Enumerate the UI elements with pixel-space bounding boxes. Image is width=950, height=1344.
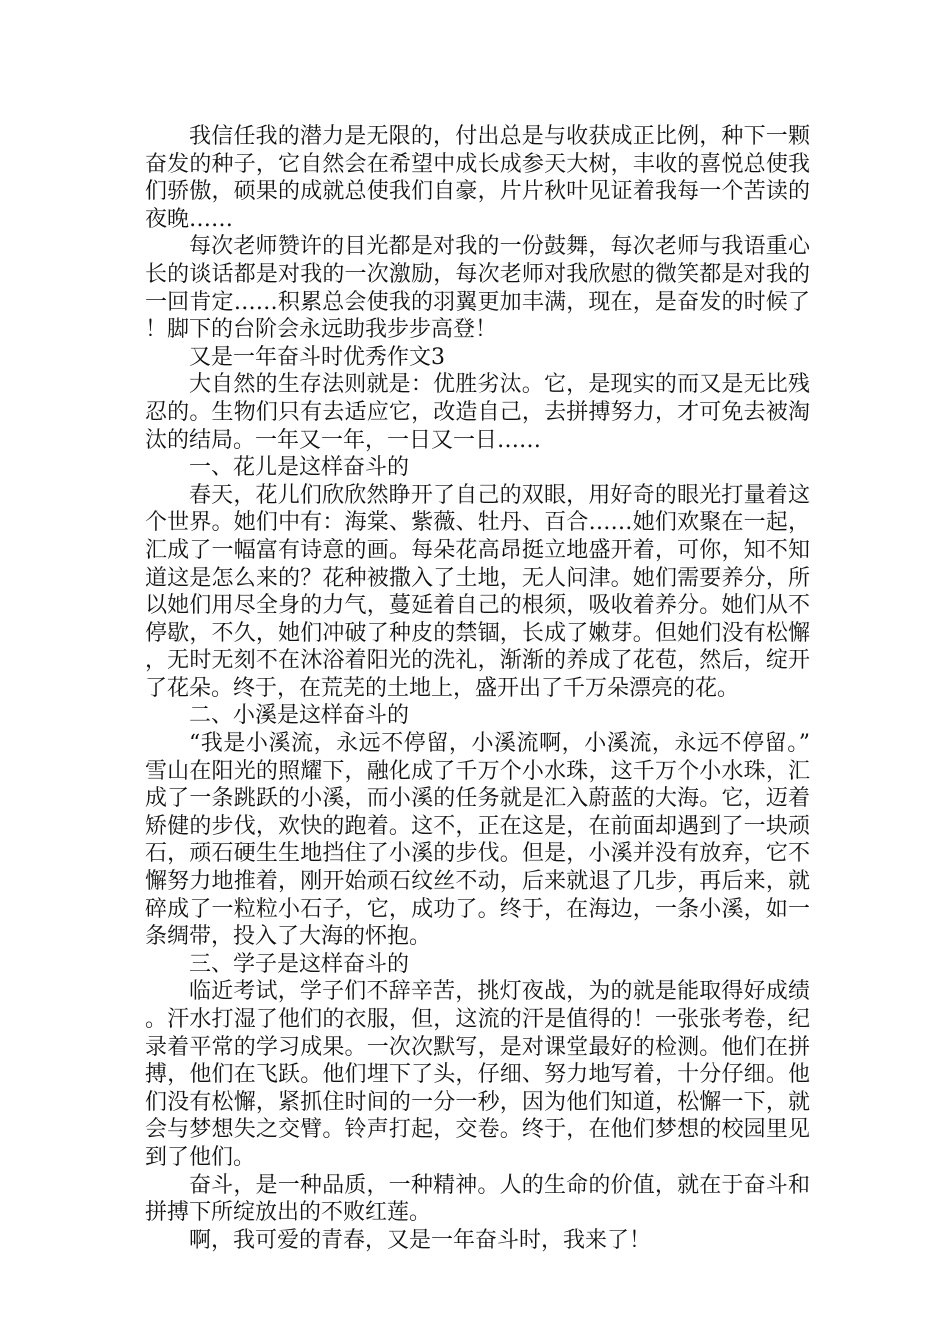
document-body <box>145 123 810 1254</box>
paragraph-nature-law: 大自然的生存法则就是：优胜劣汰。它，是现实的而又是无比残忍的。生物们只有去适应它，改造自己，去拼搏努力，才可免去被淘汰的结局。一年又一年，一日又一日…… <box>145 372 810 453</box>
paragraph-teacher: 每次老师赞许的目光都是对我的一份鼓舞，每次老师与我语重心长的谈话都是对我的一次激励，每次老师对我欣慰的微笑都是对我的一回肯定……积累总会使我的羽翼更加丰满，现在，是奋发的时候了！脚下的台阶会永远助我步步高登！ <box>145 234 810 343</box>
section-heading-flowers: 一、花儿是这样奋斗的 <box>189 455 410 481</box>
paragraph-flowers: 春天，花儿们欣欣然睁开了自己的双眼，用好奇的眼光打量着这个世界。她们中有：海棠、紫薇、牡丹、百合……她们欢聚在一起，汇成了一幅富有诗意的画。每朵花高昂挺立地盛开着，可你，知不知道这是怎么来的？花种被撒入了土地，无人问津。她们需要养分，所以她们用尽全身的力气，蔓延着自己的根须，吸收着养分。她们从不停歇，不久，她们冲破了种皮的禁锢，长成了嫩芽。但她们没有松懈，无时无刻不在沐浴着阳光的洗礼，渐渐的养成了花苞，然后，绽开了花朵。终于，在荒芜的土地上，盛开出了千万朵漂亮的花。 <box>145 482 810 701</box>
paragraph-students: 临近考试，学子们不辞辛苦，挑灯夜战，为的就是能取得好成绩。汗水打湿了他们的衣服，但，这流的汗是值得的！一张张考卷，纪录着平常的学习成果。一次次默写，是对课堂最好的检测。他们在拼搏，他们在飞跃。他们埋下了头，仔细、努力地写着，十分仔细。他们没有松懈，紧抓住时间的一分一秒，因为他们知道，松懈一下，就会与梦想失之交臂。铃声打起，交卷。终于，在他们梦想的校园里见到了他们。 <box>145 979 810 1170</box>
paragraph-potential: 我信任我的潜力是无限的，付出总是与收获成正比例，种下一颗奋发的种子，它自然会在希望中成长成参天大树，丰收的喜悦总使我们骄傲，硕果的成就总使我们自豪，片片秋叶见证着我每一个苦读的夜晚…… <box>145 124 810 232</box>
section-heading-stream: 二、小溪是这样奋斗的 <box>189 703 410 729</box>
essay-title: 又是一年奋斗时优秀作文3 <box>189 344 445 370</box>
paragraph-stream: “我是小溪流，永远不停留，小溪流啊，小溪流，永远不停留。”雪山在阳光的照耀下，融化成了千万个小水珠，这千万个小水珠，汇成了一条跳跃的小溪，而小溪的任务就是汇入蔚蓝的大海。它，迈着矫健的步伐，欢快的跑着。这不，正在这是，在前面却遇到了一块顽石，顽石硬生生地挡住了小溪的步伐。但是，小溪并没有放弃，它不懈努力地推着，刚开始顽石纹丝不动，后来就退了几步，再后来，就碎成了一粒粒小石子，它，成功了。终于，在海边，一条小溪，如一条绸带，投入了大海的怀抱。 <box>145 731 810 950</box>
paragraph-struggle-value: 奋斗，是一种品质，一种精神。人的生命的价值，就在于奋斗和拼搏下所绽放出的不败红莲。 <box>145 1172 810 1226</box>
section-heading-students: 三、学子是这样奋斗的 <box>189 951 410 977</box>
paragraph-closing: 啊，我可爱的青春，又是一年奋斗时，我来了！ <box>189 1227 652 1253</box>
